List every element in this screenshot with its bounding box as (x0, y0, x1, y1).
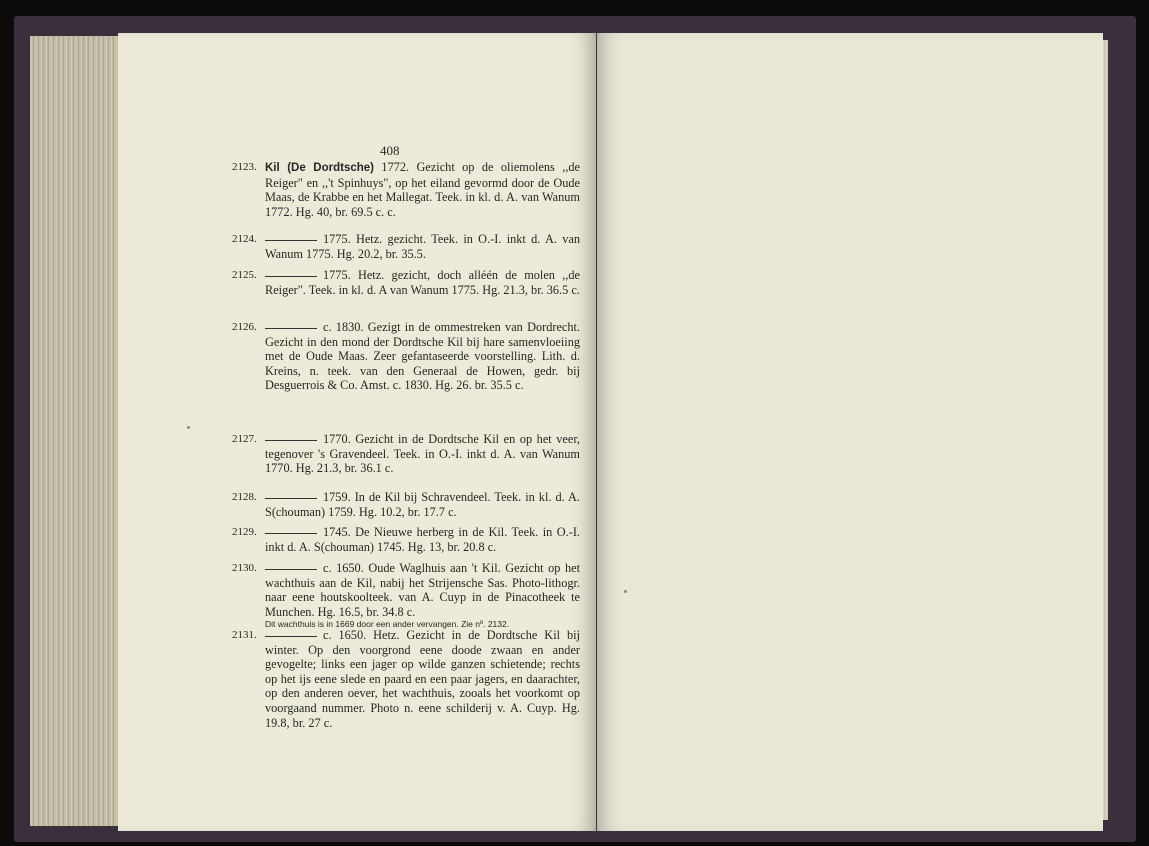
entry-body (265, 628, 580, 730)
entry-body (265, 525, 580, 554)
paper-speck (187, 426, 190, 429)
entry-text: 1759. In de Kil bij Schravendeel. Teek. in kl. d. A. S(chouman) 1759. Hg. 10.2, br. 17.7 c. (265, 490, 580, 519)
ditto-dash (265, 240, 317, 241)
page-number: 408 (380, 143, 400, 158)
ditto-dash (265, 276, 317, 277)
ditto-dash (265, 569, 317, 570)
entry-number: 2124. (232, 233, 257, 245)
entry-text: 1775. Hetz. gezicht. Teek. in O.-I. inkt d. A. van Wanum 1775. Hg. 20.2, br. 35.5. (265, 232, 580, 261)
entry-text: 1775. Hetz. gezicht, doch alléén de molen ,,de Reiger". Teek. in kl. d. A van Wanum 1775. Hg. 21.3, br. 36.5 c. (265, 268, 580, 297)
entry-text: c. 1830. Gezigt in de ommestreken van Dordrecht. Gezicht in den mond der Dordtsche Kil bij hare samenvloeiing met de Oude Maas. Zeer gefantaseerde voorstelling. Lith. d. Kreins, n. teek. van den Generaal de Howen, gedr. bij Desguerrois & Co. Amst. c. 1830. Hg. 26. br. 35.5 c. (265, 320, 580, 393)
entry-body (265, 561, 580, 630)
left-page-edges (30, 36, 120, 826)
entry-number: 2127. (232, 433, 257, 445)
ditto-dash (265, 440, 317, 441)
entry-number: 2130. (232, 562, 257, 574)
entry-title: Kil (De Dordtsche) (265, 162, 374, 174)
entry-number: 2123. (232, 161, 257, 173)
ditto-dash (265, 498, 317, 499)
entry-footnote: Dit wachthuis is in 1669 door een ander vervangen. Zie nº. 2132. (265, 619, 510, 630)
entry-number: 2128. (232, 491, 257, 503)
ditto-dash (265, 533, 317, 534)
right-page-blank (597, 33, 1103, 831)
entry-text: 1772. Gezicht op de oliemolens ,,de Reiger" en ,,'t Spinhuys", op het eiland gevormd door de Oude Maas, de Krabbe en het Mallegat. Teek. in kl. d. A. van Wanum 1772. Hg. 40, br. 69.5 c. c. (265, 160, 580, 219)
entry-text: 1745. De Nieuwe herberg in de Kil. Teek. in O.-I. inkt d. A. S(chouman) 1745. Hg. 13, br. 20.8 c. (265, 525, 580, 554)
entry-body (265, 432, 580, 476)
entry-body (265, 490, 580, 519)
entry-body (265, 320, 580, 393)
entry-body (265, 232, 580, 261)
ditto-dash (265, 636, 317, 637)
ditto-dash (265, 328, 317, 329)
entry-body (265, 268, 580, 297)
entry-body (265, 160, 580, 219)
entry-text: 1770. Gezicht in de Dordtsche Kil en op het veer, tegenover 's Gravendeel. Teek. in O.-I. inkt d. A. van Wanum 1770. Hg. 21.3, br. 36.1 c. (265, 432, 580, 476)
entry-number: 2131. (232, 629, 257, 641)
entry-number: 2126. (232, 321, 257, 333)
entry-text: c. 1650. Hetz. Gezicht in de Dordtsche Kil bij winter. Op den voorgrond eene doode zwaan en ander gevogelte; links een jager op wilde ganzen schietende; rechts op het ijs eene slede en paard en een paar jagers, en daarachter, op den anderen oever, het wachthuis, zooals het voorkomt op voorgaand nummer. Photo n. eene schilderij v. A. Cuyp. Hg. 19.8, br. 27 c. (265, 628, 580, 730)
paper-speck (624, 590, 627, 593)
entry-number: 2129. (232, 526, 257, 538)
entry-number: 2125. (232, 269, 257, 281)
entry-text: c. 1650. Oude Waglhuis aan 't Kil. Gezicht op het wachthuis aan de Kil, nabij het Strijensche Sas. Photo-lithogr. naar eene houtskoolteek. van A. Cuyp in de Pinacotheek te Munchen. Hg. 16.5, br. 34.8 c. (265, 561, 580, 619)
